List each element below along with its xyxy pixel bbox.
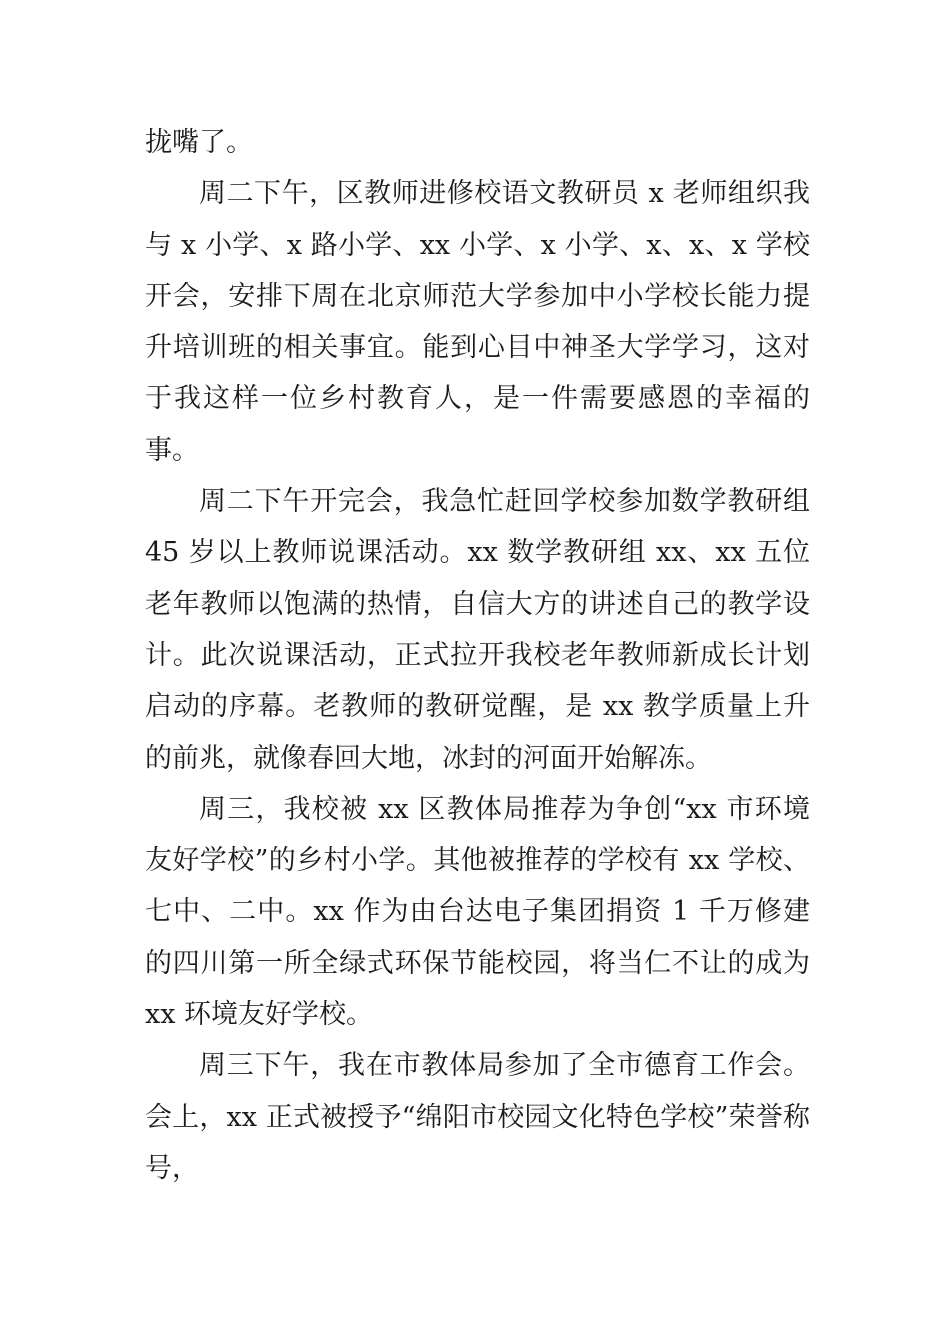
body-text <box>145 117 810 1194</box>
paragraph-continuation: 拢嘴了。 <box>145 127 253 158</box>
paragraph-tuesday-lecture: 周二下午开完会，我急忙赶回学校参加数学教研组 45 岁以上教师说课活动。xx 数学教研组 xx、xx 五位老年教师以饱满的热情，自信大方的讲述自己的教学设计。此次说课活动，正式拉开我校老年教师新成长计划启动的序幕。老教师的教研觉醒，是 xx 教学质量上升的前兆，就像春回大地，冰封的河面开始解冻。 <box>145 486 810 774</box>
paragraph-tuesday-meeting: 周二下午，区教师进修校语文教研员 x 老师组织我与 x 小学、x 路小学、xx 小学、x 小学、x、x、x 学校开会，安排下周在北京师范大学参加中小学校长能力提升培训班的相关事宜。能到心目中神圣大学学习，这对于我这样一位乡村教育人，是一件需要感恩的幸福的事。 <box>145 178 810 466</box>
paragraph-wednesday-conference: 周三下午，我在市教体局参加了全市德育工作会。会上，xx 正式被授予“绵阳市校园文化特色学校”荣誉称号， <box>145 1050 810 1184</box>
paragraph-wednesday-recommendation: 周三，我校被 xx 区教体局推荐为争创“xx 市环境友好学校”的乡村小学。其他被推荐的学校有 xx 学校、七中、二中。xx 作为由台达电子集团捐资 1 千万修建的四川第一所全绿式环保节能校园，将当仁不让的成为 xx 环境友好学校。 <box>145 793 810 1031</box>
